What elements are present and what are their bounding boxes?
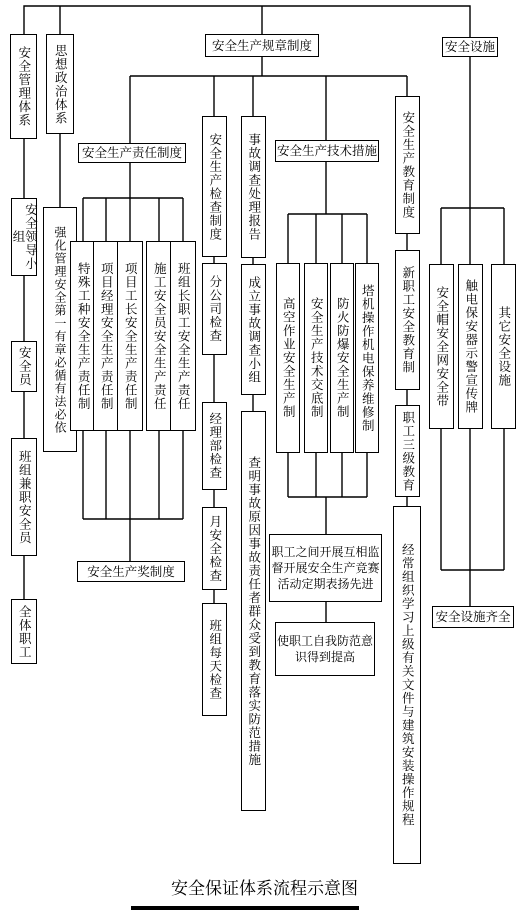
facility-item-label: 其它安全设施 [496, 306, 512, 387]
all-staff-node [11, 599, 37, 664]
responsibility-item-label: 特殊工种安全生产责任制 [76, 261, 92, 411]
mutual-supervision-label: 职工之间开展互相监督开展安全生产竞赛活动定期表扬先进 [271, 544, 380, 592]
regular-study-node [393, 506, 421, 864]
technical-item-label: 高空作业安全生产制 [281, 297, 297, 419]
mutual-supervision-node [269, 534, 382, 602]
education-system-node [395, 96, 420, 234]
all-staff-label: 全体职工 [17, 604, 33, 659]
accident-outcome-node [241, 411, 266, 811]
accident-report-node [241, 116, 266, 258]
responsibility-system-label: 安全生产责任制度 [81, 145, 182, 161]
safety-management-system-node [10, 34, 37, 139]
branch-inspection-node [202, 263, 227, 355]
responsibility-item-2 [93, 241, 119, 431]
responsibility-item-label: 项目经理安全生产责任制 [99, 261, 115, 411]
education-system-label: 安全生产教育制度 [400, 111, 416, 219]
manager-inspection-node [202, 402, 227, 490]
three-level-education-label: 职工三级教育 [400, 410, 416, 492]
new-worker-education-node [395, 250, 420, 390]
technical-measures-node [275, 140, 379, 162]
technical-item-1 [276, 263, 300, 453]
technical-item-label: 防火防爆安全生产制 [335, 297, 351, 419]
responsibility-item-label: 班组长职工安全生产责任 [176, 261, 192, 411]
responsibility-item-label: 项目工长安全生产责任制 [123, 261, 139, 411]
strengthen-management-label: 强化管理安全第一有章必循有法必依 [53, 225, 67, 434]
daily-inspection-label: 班组每天检查 [207, 619, 223, 700]
accident-outcome-label: 查明事故原因事故责任者群众受到教育落实防范措施 [246, 455, 262, 767]
facility-item-label: 安全帽安全网安全带 [434, 285, 450, 408]
inspection-system-label: 安全生产检查制度 [207, 132, 223, 241]
facility-item-2 [458, 264, 483, 429]
technical-item-label: 安全生产技术交底制 [309, 297, 325, 419]
new-worker-education-label: 新职工安全教育制 [400, 266, 416, 374]
responsibility-item-4 [146, 241, 172, 431]
safety-facilities-label: 安全设施 [444, 39, 495, 55]
monthly-inspection-node [202, 507, 227, 590]
facilities-complete-label: 安全设施齐全 [435, 609, 511, 625]
team-safety-officer-label: 班组兼职安全员 [17, 449, 33, 545]
root-label: 安全生产规章制度 [211, 37, 312, 53]
safety-management-system-label: 安全管理体系 [16, 46, 32, 127]
technical-item-3 [330, 263, 354, 453]
responsibility-item-label: 施工安全员安全生产责任 [152, 261, 168, 411]
safety-officer-node [11, 341, 37, 392]
regular-study-label: 经常组织学习上级有关文件与建筑安装操作规程 [400, 543, 416, 827]
three-level-education-node [395, 405, 420, 497]
branch-inspection-label: 分公司检查 [207, 275, 223, 343]
ideology-system-node [46, 34, 74, 134]
manager-inspection-label: 经理部检查 [207, 412, 223, 480]
responsibility-item-5 [170, 241, 196, 431]
facility-item-3 [491, 264, 516, 429]
safety-facilities-node [442, 37, 498, 57]
technical-item-4 [355, 263, 379, 453]
responsibility-system-node [78, 143, 186, 163]
daily-inspection-node [202, 603, 227, 716]
root-node [205, 34, 319, 57]
diagram-caption: 安全保证体系流程示意图 [171, 879, 358, 899]
leading-group-label: 安全领导小组 [11, 203, 39, 271]
accident-group-label: 成立事故调查小组 [246, 275, 262, 384]
reward-system-label: 安全生产奖制度 [87, 563, 175, 579]
accident-group-node [241, 264, 266, 395]
team-safety-officer-node [11, 438, 37, 556]
accident-report-label: 事故调查处理报告 [246, 133, 262, 241]
safety-officer-label: 安全员 [17, 346, 33, 387]
caption-underline [131, 906, 359, 910]
facilities-complete-node [432, 606, 514, 628]
leading-group-node [11, 198, 37, 276]
reward-system-node [77, 561, 185, 582]
self-awareness-label: 使职工自我防范意识得到提高 [277, 633, 374, 664]
ideology-system-label: 思想政治体系 [53, 43, 69, 125]
facility-item-1 [429, 264, 454, 429]
monthly-inspection-label: 月安全检查 [207, 514, 223, 583]
inspection-system-node [202, 116, 227, 257]
technical-item-label: 塔机操作机电保养维修制 [360, 283, 376, 433]
technical-measures-label: 安全生产技术措施 [277, 143, 378, 159]
responsibility-item-3 [117, 241, 143, 431]
self-awareness-node [275, 622, 375, 676]
facility-item-label: 触电保安器示警宣传牌 [463, 279, 479, 414]
technical-item-2 [304, 263, 328, 453]
